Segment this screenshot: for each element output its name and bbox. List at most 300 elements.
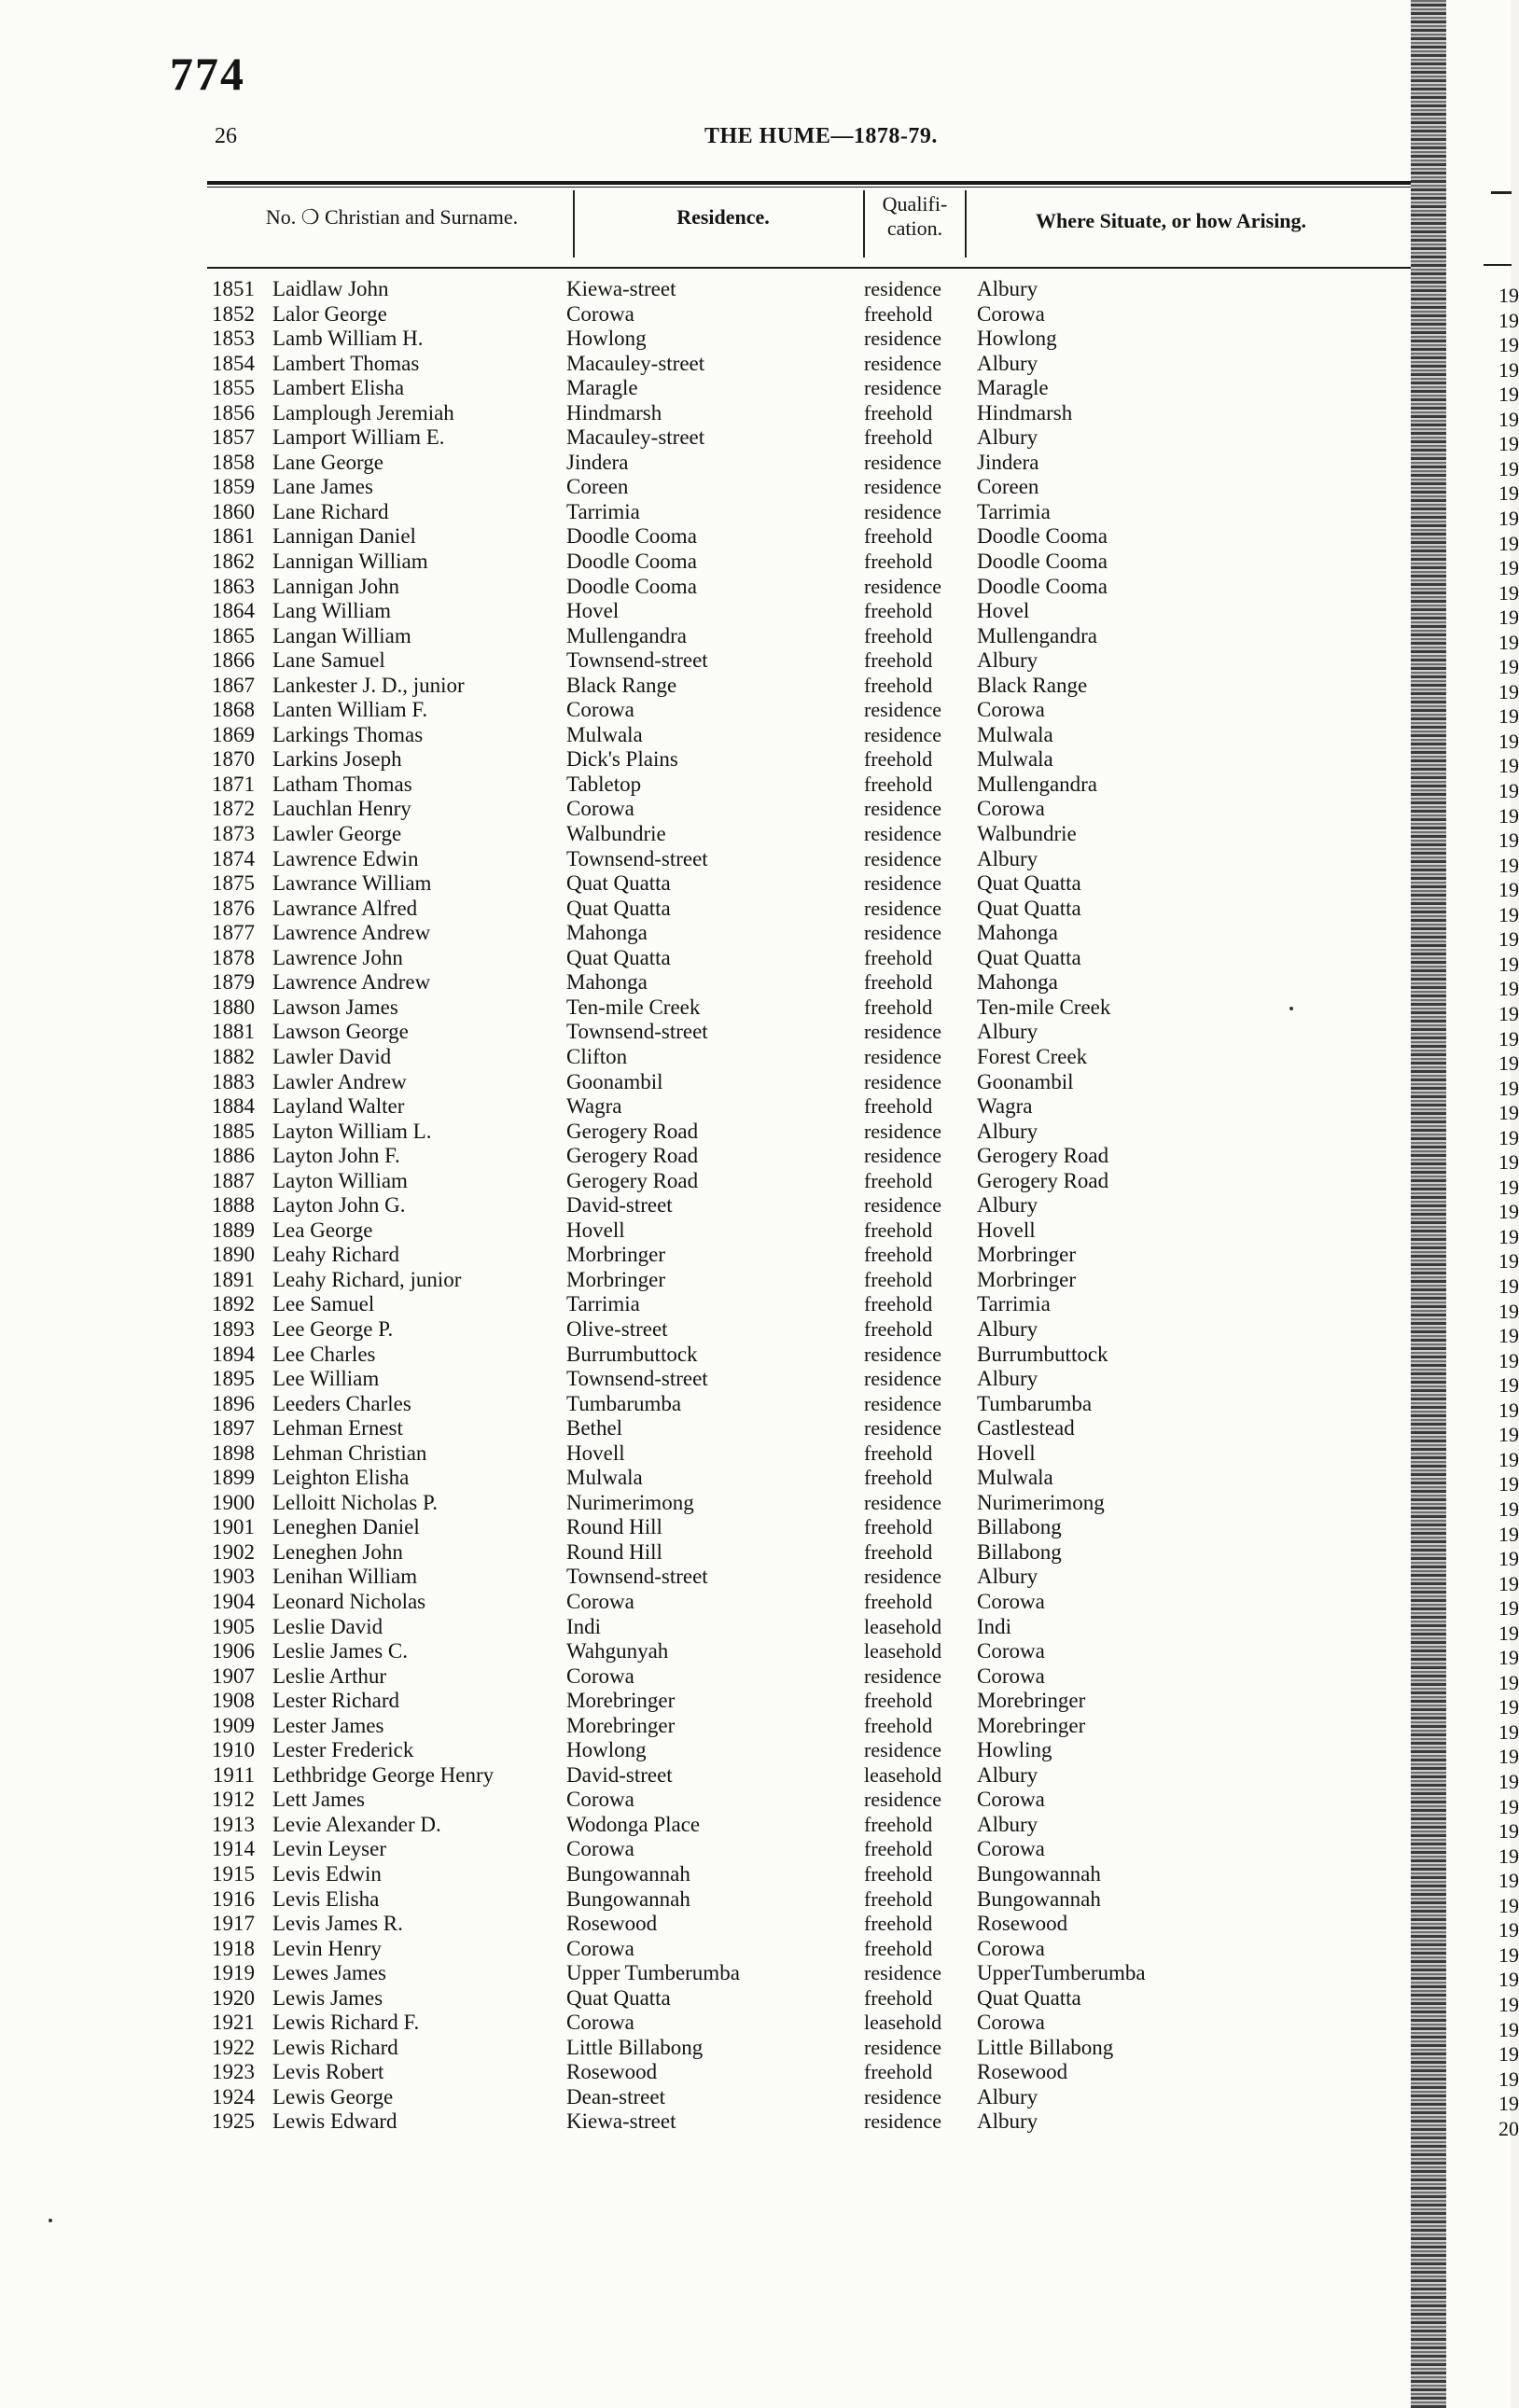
roll-entry xyxy=(0,1689,1411,1714)
roll-entry xyxy=(0,1912,1411,1937)
entry-qualification: freehold xyxy=(864,1539,933,1564)
entry-name: Lee George P. xyxy=(272,1316,394,1341)
entry-residence: Hovell xyxy=(566,1218,625,1242)
roll-entry xyxy=(0,327,1411,352)
entry-number: 1893 xyxy=(212,1316,255,1341)
entry-residence: Rosewood xyxy=(566,2060,658,2084)
entry-qualification: freehold xyxy=(864,1316,933,1341)
column-separator xyxy=(965,190,967,258)
entry-name: Leahy Richard xyxy=(272,1243,400,1267)
entry-where-situate: Hindmarsh xyxy=(977,400,1073,425)
entry-residence: Doodle Cooma xyxy=(566,550,697,574)
entry-where-situate: Bungowannah xyxy=(977,1886,1101,1911)
roll-entry xyxy=(0,352,1411,377)
entry-number: 1891 xyxy=(212,1267,255,1291)
print-speck xyxy=(49,2219,52,2222)
entry-where-situate: Hovell xyxy=(977,1441,1036,1465)
adjacent-page-rule xyxy=(1484,264,1512,266)
roll-entry xyxy=(0,2036,1411,2061)
adjacent-page-number: 19 xyxy=(1498,1423,1519,1447)
entry-residence: Wahgunyah xyxy=(566,1639,669,1663)
entry-name: Lane George xyxy=(272,450,383,474)
entry-qualification: residence xyxy=(864,1738,942,1762)
roll-entry xyxy=(0,524,1411,550)
entry-residence: Gerogery Road xyxy=(566,1119,699,1143)
entry-where-situate: Corowa xyxy=(977,1837,1045,1861)
entry-qualification: freehold xyxy=(864,1912,933,1936)
entry-residence: Corowa xyxy=(566,698,634,722)
entry-qualification: freehold xyxy=(864,747,933,772)
entry-residence: Clifton xyxy=(566,1044,628,1068)
roll-entry xyxy=(0,674,1411,699)
entry-name: Lewis Richard xyxy=(272,2035,398,2059)
entry-qualification: residence xyxy=(864,327,942,351)
adjacent-page-number: 19 xyxy=(1498,1869,1519,1893)
adjacent-page-number: 19 xyxy=(1498,1968,1519,1992)
entry-number: 1853 xyxy=(212,327,255,351)
roll-entry xyxy=(0,277,1411,302)
entry-name: Levin Leyser xyxy=(272,1837,386,1861)
roll-entry xyxy=(0,648,1411,674)
entry-qualification: freehold xyxy=(864,970,933,995)
entry-number: 1914 xyxy=(212,1837,255,1861)
entry-qualification: residence xyxy=(864,921,942,945)
entry-qualification: freehold xyxy=(864,550,933,574)
entry-residence: Corowa xyxy=(566,301,634,326)
adjacent-page-number: 19 xyxy=(1498,679,1519,703)
entry-qualification: freehold xyxy=(864,1985,933,2010)
adjacent-page-number: 19 xyxy=(1498,853,1519,877)
header-rule-thin xyxy=(207,187,1420,188)
entry-where-situate: Tarrimia xyxy=(977,499,1051,523)
roll-entry xyxy=(0,1986,1411,2011)
roll-entry xyxy=(0,575,1411,600)
entry-name: Layland Walter xyxy=(272,1094,405,1119)
entry-number: 1874 xyxy=(212,846,255,870)
entry-where-situate: Maragle xyxy=(977,376,1049,400)
roll-entry xyxy=(0,698,1411,723)
entry-qualification: freehold xyxy=(864,1466,933,1490)
entry-residence: Dick's Plains xyxy=(566,747,678,772)
print-speck xyxy=(1289,1007,1293,1010)
roll-entry xyxy=(0,302,1411,327)
adjacent-page-number: 19 xyxy=(1498,779,1519,802)
adjacent-page-number: 19 xyxy=(1498,1992,1519,2016)
entry-where-situate: Doodle Cooma xyxy=(977,550,1108,574)
entry-where-situate: Goonambil xyxy=(977,1069,1074,1093)
adjacent-page-number: 19 xyxy=(1498,1844,1519,1868)
entry-name: Lester James xyxy=(272,1713,384,1737)
entry-number: 1896 xyxy=(212,1391,255,1415)
roll-entry xyxy=(0,1565,1411,1590)
entry-number: 1876 xyxy=(212,896,255,920)
roll-entry xyxy=(0,1515,1411,1540)
adjacent-page-number: 19 xyxy=(1498,456,1519,480)
roll-entry xyxy=(0,1763,1411,1789)
roll-entry xyxy=(0,946,1411,971)
entry-residence: Olive-street xyxy=(566,1316,668,1341)
entry-where-situate: Albury xyxy=(977,1565,1038,1589)
entry-qualification: residence xyxy=(864,1788,942,1812)
entry-where-situate: Rosewood xyxy=(977,2060,1068,2084)
entry-residence: Round Hill xyxy=(566,1539,662,1564)
entry-where-situate: Albury xyxy=(977,1193,1038,1218)
roll-entry xyxy=(0,1491,1411,1516)
entry-number: 1903 xyxy=(212,1565,255,1589)
roll-entry xyxy=(0,376,1411,401)
entry-number: 1915 xyxy=(212,1862,255,1886)
entry-name: Lalor George xyxy=(272,301,387,326)
entry-name: Lee Samuel xyxy=(272,1292,375,1316)
adjacent-page-number: 19 xyxy=(1498,333,1519,357)
entry-number: 1922 xyxy=(212,2035,255,2059)
entry-qualification: residence xyxy=(864,1193,942,1218)
entry-qualification: freehold xyxy=(864,995,933,1019)
roll-entry xyxy=(0,2085,1411,2110)
entry-residence: Rosewood xyxy=(566,1912,658,1936)
entry-where-situate: Albury xyxy=(977,1812,1038,1836)
entry-name: Lang William xyxy=(272,599,392,623)
entry-number: 1918 xyxy=(212,1936,255,1960)
roll-entry xyxy=(0,1937,1411,1962)
entry-number: 1872 xyxy=(212,797,255,821)
entry-number: 1861 xyxy=(212,524,255,549)
adjacent-page-dash xyxy=(1491,191,1512,194)
adjacent-page-number: 19 xyxy=(1498,655,1519,679)
entry-qualification: residence xyxy=(864,1565,942,1589)
entry-qualification: leasehold xyxy=(864,2011,942,2035)
entry-residence: Quat Quatta xyxy=(566,1985,671,2010)
adjacent-page-number: 19 xyxy=(1498,1224,1519,1248)
entry-where-situate: Billabong xyxy=(977,1515,1062,1539)
adjacent-page-number: 19 xyxy=(1498,1324,1519,1348)
header-qualification: Qualifi- cation. xyxy=(882,192,948,240)
entry-where-situate: Black Range xyxy=(977,673,1088,697)
entry-name: Lawrance Alfred xyxy=(272,896,418,920)
entry-name: Leslie David xyxy=(272,1614,383,1638)
entry-residence: Black Range xyxy=(566,673,677,697)
entry-residence: Corowa xyxy=(566,1837,634,1861)
entry-qualification: freehold xyxy=(864,1168,933,1192)
entry-where-situate: Corowa xyxy=(977,1663,1045,1688)
entry-qualification: residence xyxy=(864,698,942,722)
entry-name: Lawrence Andrew xyxy=(272,921,431,945)
adjacent-page-number: 19 xyxy=(1498,1076,1519,1100)
entry-number: 1898 xyxy=(212,1441,255,1465)
entry-number: 1886 xyxy=(212,1144,255,1168)
adjacent-page-number: 19 xyxy=(1498,1001,1519,1025)
entry-name: Lewes James xyxy=(272,1961,386,1985)
roll-entry xyxy=(0,1738,1411,1763)
adjacent-page-number: 19 xyxy=(1498,1522,1519,1546)
entry-qualification: freehold xyxy=(864,1292,933,1316)
entry-number: 1908 xyxy=(212,1689,255,1713)
entry-number: 1900 xyxy=(212,1490,255,1514)
entry-where-situate: Corowa xyxy=(977,1589,1045,1613)
page-gutter xyxy=(1411,0,1446,2408)
header-where-situate: Where Situate, or how Arising. xyxy=(1035,209,1307,232)
entry-name: Leneghen John xyxy=(272,1539,403,1564)
entry-name: Lett James xyxy=(272,1788,365,1812)
adjacent-page-number: 19 xyxy=(1498,1695,1519,1719)
entry-name: Larkins Joseph xyxy=(272,747,402,772)
entry-name: Lawler George xyxy=(272,822,402,846)
entry-where-situate: Coreen xyxy=(977,475,1039,499)
entry-where-situate: Morbringer xyxy=(977,1243,1077,1267)
entry-where-situate: Mahonga xyxy=(977,921,1058,945)
entry-qualification: freehold xyxy=(864,599,933,623)
entry-name: Lane Samuel xyxy=(272,648,385,673)
roll-entry xyxy=(0,1094,1411,1120)
entry-where-situate: Mulwala xyxy=(977,722,1053,746)
adjacent-page-number: 19 xyxy=(1498,1918,1519,1942)
adjacent-page-number: 19 xyxy=(1498,1472,1519,1496)
entry-qualification: freehold xyxy=(864,1589,933,1613)
adjacent-page-number: 19 xyxy=(1498,481,1519,506)
roll-entry xyxy=(0,599,1411,624)
entry-residence: Little Billabong xyxy=(566,2035,704,2059)
entry-residence: Tumbarumba xyxy=(566,1391,682,1415)
entry-where-situate: Albury xyxy=(977,648,1038,673)
entry-where-situate: Albury xyxy=(977,1762,1038,1787)
adjacent-page-number: 19 xyxy=(1498,1274,1519,1298)
entry-residence: Howlong xyxy=(566,1738,647,1762)
entry-name: Levis Elisha xyxy=(272,1886,380,1911)
adjacent-page-number: 19 xyxy=(1498,1026,1519,1051)
entry-where-situate: Walbundrie xyxy=(977,822,1077,846)
entry-qualification: residence xyxy=(864,722,942,746)
entry-residence: Corowa xyxy=(566,2011,634,2035)
roll-entry xyxy=(0,871,1411,897)
entry-number: 1857 xyxy=(212,425,255,450)
entry-number: 1870 xyxy=(212,747,255,772)
roll-entry xyxy=(0,897,1411,922)
entry-where-situate: Morbringer xyxy=(977,1267,1077,1291)
entry-qualification: residence xyxy=(864,1490,942,1514)
entry-number: 1855 xyxy=(212,376,255,400)
entry-qualification: freehold xyxy=(864,623,933,647)
entry-number: 1878 xyxy=(212,945,255,969)
entry-number: 1909 xyxy=(212,1713,255,1737)
entry-number: 1901 xyxy=(212,1515,255,1539)
roll-entry xyxy=(0,624,1411,649)
entry-residence: Mulwala xyxy=(566,1466,643,1490)
adjacent-page-number: 19 xyxy=(1498,1646,1519,1670)
entry-qualification: residence xyxy=(864,2084,942,2109)
roll-entry xyxy=(0,970,1411,995)
entry-where-situate: Indi xyxy=(977,1614,1012,1638)
entry-number: 1906 xyxy=(212,1639,255,1663)
entry-residence: Corowa xyxy=(566,1788,634,1812)
roll-entry xyxy=(0,500,1411,525)
entry-number: 1877 xyxy=(212,921,255,945)
entry-number: 1875 xyxy=(212,871,255,896)
entry-number: 1911 xyxy=(212,1762,255,1787)
entry-residence: Mulwala xyxy=(566,722,643,746)
entry-residence: Ten-mile Creek xyxy=(566,995,701,1019)
entry-residence: Upper Tumberumba xyxy=(566,1961,740,1985)
entry-name: Lehman Ernest xyxy=(272,1416,403,1441)
entry-qualification: freehold xyxy=(864,1713,933,1737)
entry-number: 1887 xyxy=(212,1168,255,1192)
adjacent-page-number: 20 xyxy=(1498,2116,1519,2140)
adjacent-page-number: 19 xyxy=(1498,1496,1519,1521)
entry-name: Lewis James xyxy=(272,1985,383,2010)
roll-entry xyxy=(0,1961,1411,1986)
entry-where-situate: Tarrimia xyxy=(977,1292,1051,1316)
entry-where-situate: Mullengandra xyxy=(977,772,1098,796)
entry-qualification: freehold xyxy=(864,1812,933,1836)
entry-qualification: freehold xyxy=(864,772,933,796)
entry-qualification: freehold xyxy=(864,2060,933,2084)
entry-qualification: freehold xyxy=(864,1441,933,1465)
entry-qualification: leasehold xyxy=(864,1639,942,1663)
adjacent-page-number: 19 xyxy=(1498,2092,1519,2116)
adjacent-page-number: 19 xyxy=(1498,952,1519,976)
entry-qualification: freehold xyxy=(864,1243,933,1267)
roll-entry xyxy=(0,723,1411,748)
entry-name: Lewis Edward xyxy=(272,2109,397,2134)
entry-name: Lambert Elisha xyxy=(272,376,405,400)
entry-name: Layton William L. xyxy=(272,1119,432,1143)
entry-name: Levis Edwin xyxy=(272,1862,382,1886)
entry-number: 1864 xyxy=(212,599,255,623)
adjacent-page-number: 19 xyxy=(1498,1398,1519,1422)
entry-residence: Doodle Cooma xyxy=(566,574,697,598)
entry-qualification: freehold xyxy=(864,1862,933,1886)
entry-number: 1924 xyxy=(212,2084,255,2109)
entry-name: Lane James xyxy=(272,475,373,499)
entry-qualification: residence xyxy=(864,499,942,523)
entry-name: Lannigan William xyxy=(272,550,428,574)
roll-entry xyxy=(0,2109,1411,2135)
entry-number: 1871 xyxy=(212,772,255,796)
roll-entry xyxy=(0,1045,1411,1070)
entry-residence: Morebringer xyxy=(566,1713,676,1737)
entry-residence: Bungowannah xyxy=(566,1862,690,1886)
entry-residence: Bethel xyxy=(566,1416,623,1441)
adjacent-page-number: 19 xyxy=(1498,803,1519,828)
entry-residence: Corowa xyxy=(566,1589,634,1613)
adjacent-page-edge xyxy=(1446,0,1519,2408)
entry-residence: Bungowannah xyxy=(566,1886,690,1911)
entry-residence: Jindera xyxy=(566,450,629,474)
entry-residence: Macauley-street xyxy=(566,425,705,450)
entry-number: 1854 xyxy=(212,351,255,375)
entry-qualification: residence xyxy=(864,822,942,846)
entry-residence: Macauley-street xyxy=(566,351,705,375)
entry-name: Leighton Elisha xyxy=(272,1466,410,1490)
entry-name: Lauchlan Henry xyxy=(272,797,411,821)
entry-residence: Mahonga xyxy=(566,921,648,945)
entry-residence: Wagra xyxy=(566,1094,622,1119)
entry-residence: Hindmarsh xyxy=(566,400,662,425)
entry-qualification: residence xyxy=(864,871,942,896)
adjacent-page-number: 19 xyxy=(1498,1150,1519,1175)
adjacent-page-number: 19 xyxy=(1498,927,1519,952)
entry-number: 1889 xyxy=(212,1218,255,1242)
entry-name: Lethbridge George Henry xyxy=(272,1762,495,1787)
adjacent-page-number: 19 xyxy=(1498,1101,1519,1125)
adjacent-page-number: 19 xyxy=(1498,407,1519,431)
entry-where-situate: Corowa xyxy=(977,301,1045,326)
entry-qualification: residence xyxy=(864,896,942,920)
entry-number: 1923 xyxy=(212,2060,255,2084)
entry-where-situate: Quat Quatta xyxy=(977,896,1081,920)
adjacent-page-number: 19 xyxy=(1498,432,1519,456)
adjacent-page-number: 19 xyxy=(1498,1125,1519,1149)
entry-name: Lamb William H. xyxy=(272,327,424,351)
entry-residence: Morebringer xyxy=(566,1689,676,1713)
entry-where-situate: Forest Creek xyxy=(977,1044,1088,1068)
adjacent-page-number: 19 xyxy=(1498,2067,1519,2091)
roll-entry xyxy=(0,1441,1411,1467)
roll-entry xyxy=(0,451,1411,476)
entry-name: Lehman Christian xyxy=(272,1441,427,1465)
roll-entry xyxy=(0,1268,1411,1293)
entry-where-situate: Corowa xyxy=(977,1788,1045,1812)
entry-name: Lea George xyxy=(272,1218,373,1242)
entry-name: Lawler Andrew xyxy=(272,1069,407,1093)
entry-where-situate: Albury xyxy=(977,2109,1038,2134)
entry-name: Lambert Thomas xyxy=(272,351,420,375)
roll-entry xyxy=(0,921,1411,946)
adjacent-page-number: 19 xyxy=(1498,1719,1519,1744)
entry-where-situate: Little Billabong xyxy=(977,2035,1114,2059)
entry-number: 1869 xyxy=(212,722,255,746)
entry-number: 1912 xyxy=(212,1788,255,1812)
entry-residence: Hovel xyxy=(566,599,620,623)
entry-qualification: residence xyxy=(864,1416,942,1441)
entry-number: 1873 xyxy=(212,822,255,846)
entry-residence: Howlong xyxy=(566,327,647,351)
entry-qualification: freehold xyxy=(864,945,933,969)
adjacent-page-number: 19 xyxy=(1498,2017,1519,2041)
entry-number: 1907 xyxy=(212,1663,255,1688)
entry-name: Lamplough Jeremiah xyxy=(272,400,454,425)
roll-entry xyxy=(0,1343,1411,1368)
adjacent-page-number: 19 xyxy=(1498,1770,1519,1793)
entry-qualification: freehold xyxy=(864,1886,933,1911)
entry-number: 1916 xyxy=(212,1886,255,1911)
entry-name: Langan William xyxy=(272,623,411,647)
running-title: THE HUME—1878-79. xyxy=(704,124,938,148)
roll-entry xyxy=(0,847,1411,872)
entry-name: Lankester J. D., junior xyxy=(272,673,465,697)
adjacent-page-number: 19 xyxy=(1498,357,1519,382)
entry-name: Lee Charles xyxy=(272,1342,376,1366)
entry-qualification: freehold xyxy=(864,425,933,450)
entry-number: 1856 xyxy=(212,400,255,425)
entry-where-situate: Albury xyxy=(977,1316,1038,1341)
entry-name: Lannigan John xyxy=(272,574,400,598)
entry-where-situate: Albury xyxy=(977,425,1038,450)
entry-where-situate: Mahonga xyxy=(977,970,1058,995)
entry-name: Lawson George xyxy=(272,1020,409,1044)
entry-name: Layton John F. xyxy=(272,1144,400,1168)
entry-number: 1863 xyxy=(212,574,255,598)
entry-residence: Townsend-street xyxy=(566,648,708,673)
adjacent-page-number: 19 xyxy=(1498,506,1519,530)
entry-qualification: residence xyxy=(864,1663,942,1688)
entry-number: 1884 xyxy=(212,1094,255,1119)
entry-name: Layton John G. xyxy=(272,1193,406,1218)
adjacent-page-number: 19 xyxy=(1498,704,1519,729)
entry-where-situate: Doodle Cooma xyxy=(977,524,1108,549)
roll-entry xyxy=(0,1837,1411,1862)
roll-entry xyxy=(0,1392,1411,1417)
entry-name: Larkings Thomas xyxy=(272,722,424,746)
